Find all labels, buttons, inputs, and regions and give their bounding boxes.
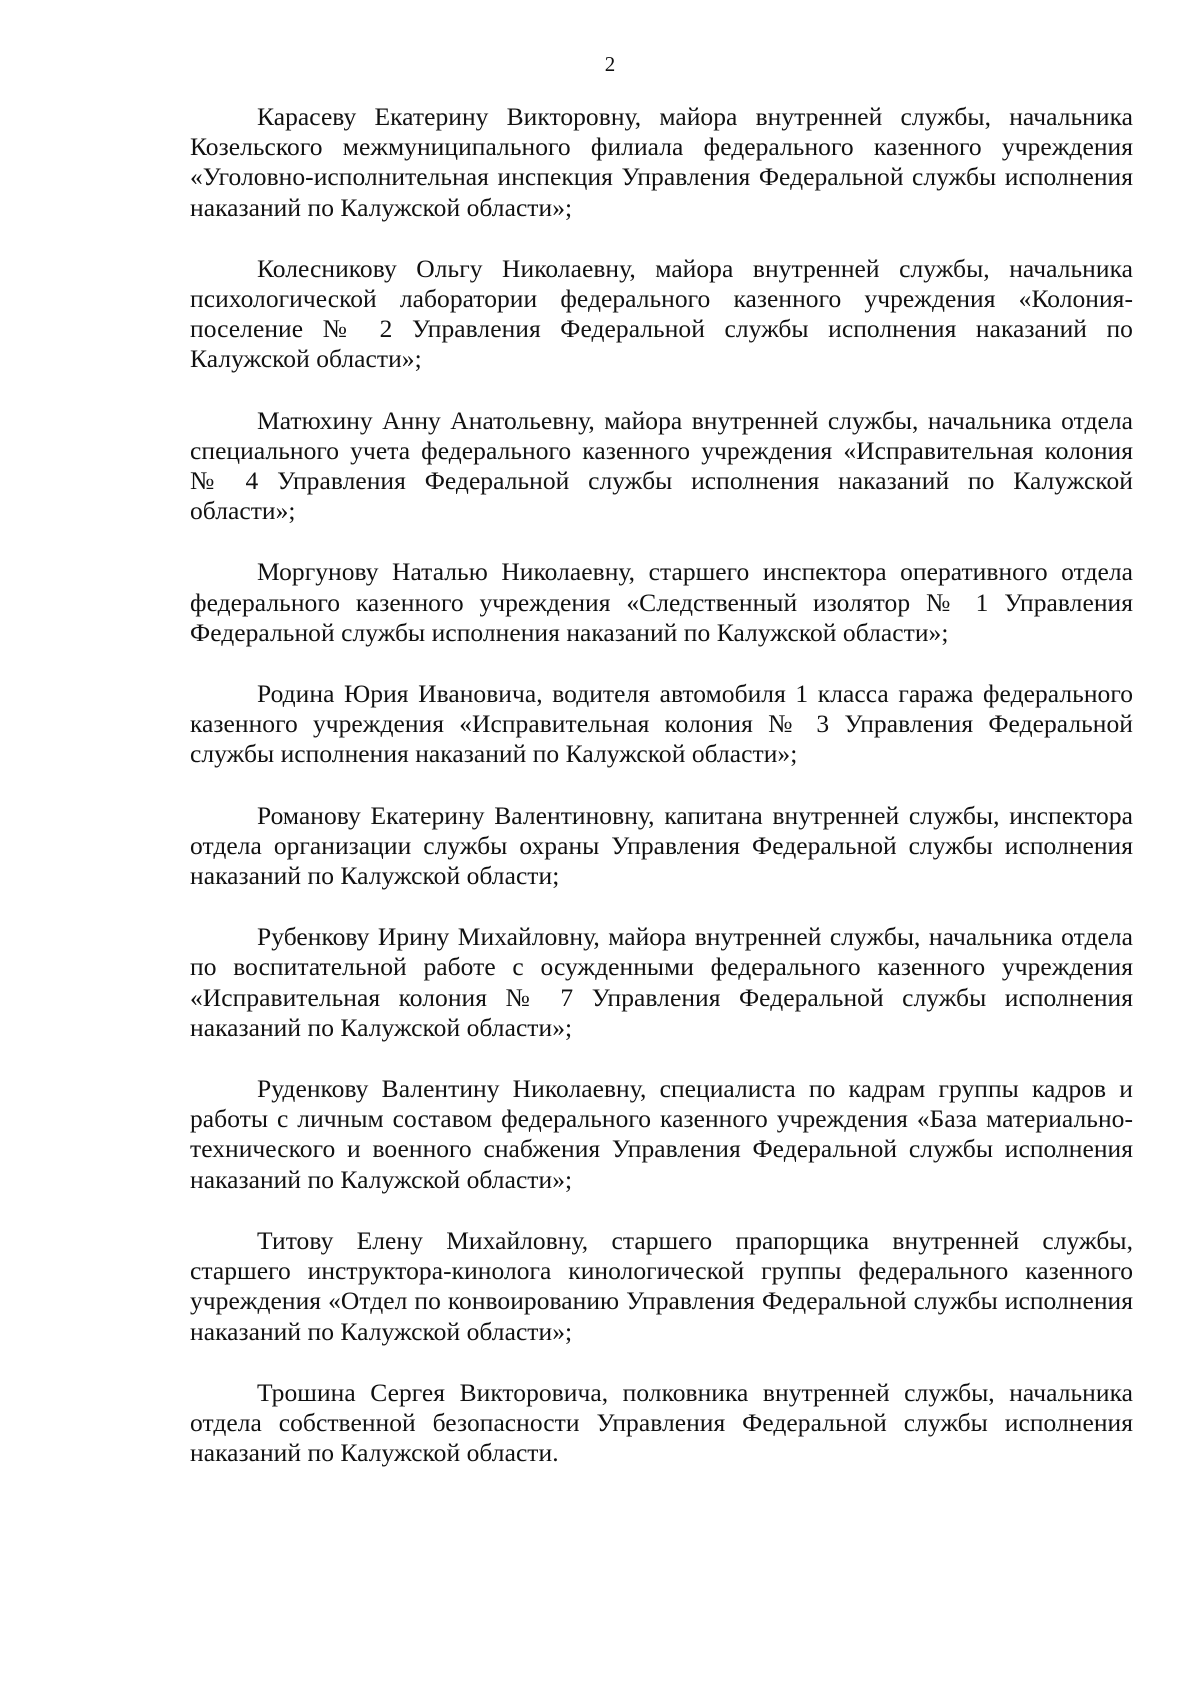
paragraph-troshin: Трошина Сергея Викторовича, полковника внутренней службы, начальника отдела собственной безопасности Управления Федеральной службы исполнения наказаний по Калужской области. bbox=[190, 1377, 1133, 1468]
paragraph-rudenkova: Руденкову Валентину Николаевну, специалиста по кадрам группы кадров и работы с личным составом федерального казенного учреждения «База материально-технического и военного снабжения Управления Федеральной службы исполнения наказаний по Калужской области»; bbox=[190, 1074, 1133, 1194]
paragraph-morgunova: Моргунову Наталью Николаевну, старшего инспектора оперативного отдела федерального казенного учреждения «Следственный изолятор № 1 Управления Федеральной службы исполнения наказаний по Калужской области»; bbox=[190, 557, 1133, 647]
document-body bbox=[190, 102, 1133, 1499]
paragraph-titova: Титову Елену Михайловну, старшего прапорщика внутренней службы, старшего инструктора-кинолога кинологической группы федерального казенного учреждения «Отдел по конвоированию Управления Федеральной службы исполнения наказаний по Калужской области»; bbox=[190, 1225, 1133, 1346]
page-number: 2 bbox=[604, 52, 616, 76]
paragraph-kolesnikova: Колесникову Ольгу Николаевну, майора внутренней службы, начальника психологической лаборатории федерального казенного учреждения «Колония-поселение № 2 Управления Федеральной службы исполнения наказаний по Калужской области»; bbox=[190, 253, 1133, 374]
paragraph-karaseva: Карасеву Екатерину Викторовну, майора внутренней службы, начальника Козельского межмуниципального филиала федерального казенного учреждения «Уголовно-исполнительная инспекция Управления Федеральной службы исполнения наказаний по Калужской области»; bbox=[190, 102, 1133, 222]
paragraph-rodin: Родина Юрия Ивановича, водителя автомобиля 1 класса гаража федерального казенного учреждения «Исправительная колония № 3 Управления Федеральной службы исполнения наказаний по Калужской области»; bbox=[190, 679, 1133, 769]
paragraph-romanova: Романову Екатерину Валентиновну, капитана внутренней службы, инспектора отдела организации службы охраны Управления Федеральной службы исполнения наказаний по Калужской области; bbox=[190, 800, 1133, 891]
paragraph-rubenkova: Рубенкову Ирину Михайловну, майора внутренней службы, начальника отдела по воспитательной работе с осужденными федерального казенного учреждения «Исправительная колония № 7 Управления Федеральной службы исполнения наказаний по Калужской области»; bbox=[190, 922, 1133, 1042]
paragraph-matyukhina: Матюхину Анну Анатольевну, майора внутренней службы, начальника отдела специального учета федерального казенного учреждения «Исправительная колония № 4 Управления Федеральной службы исполнения наказаний по Калужской области»; bbox=[190, 405, 1133, 526]
